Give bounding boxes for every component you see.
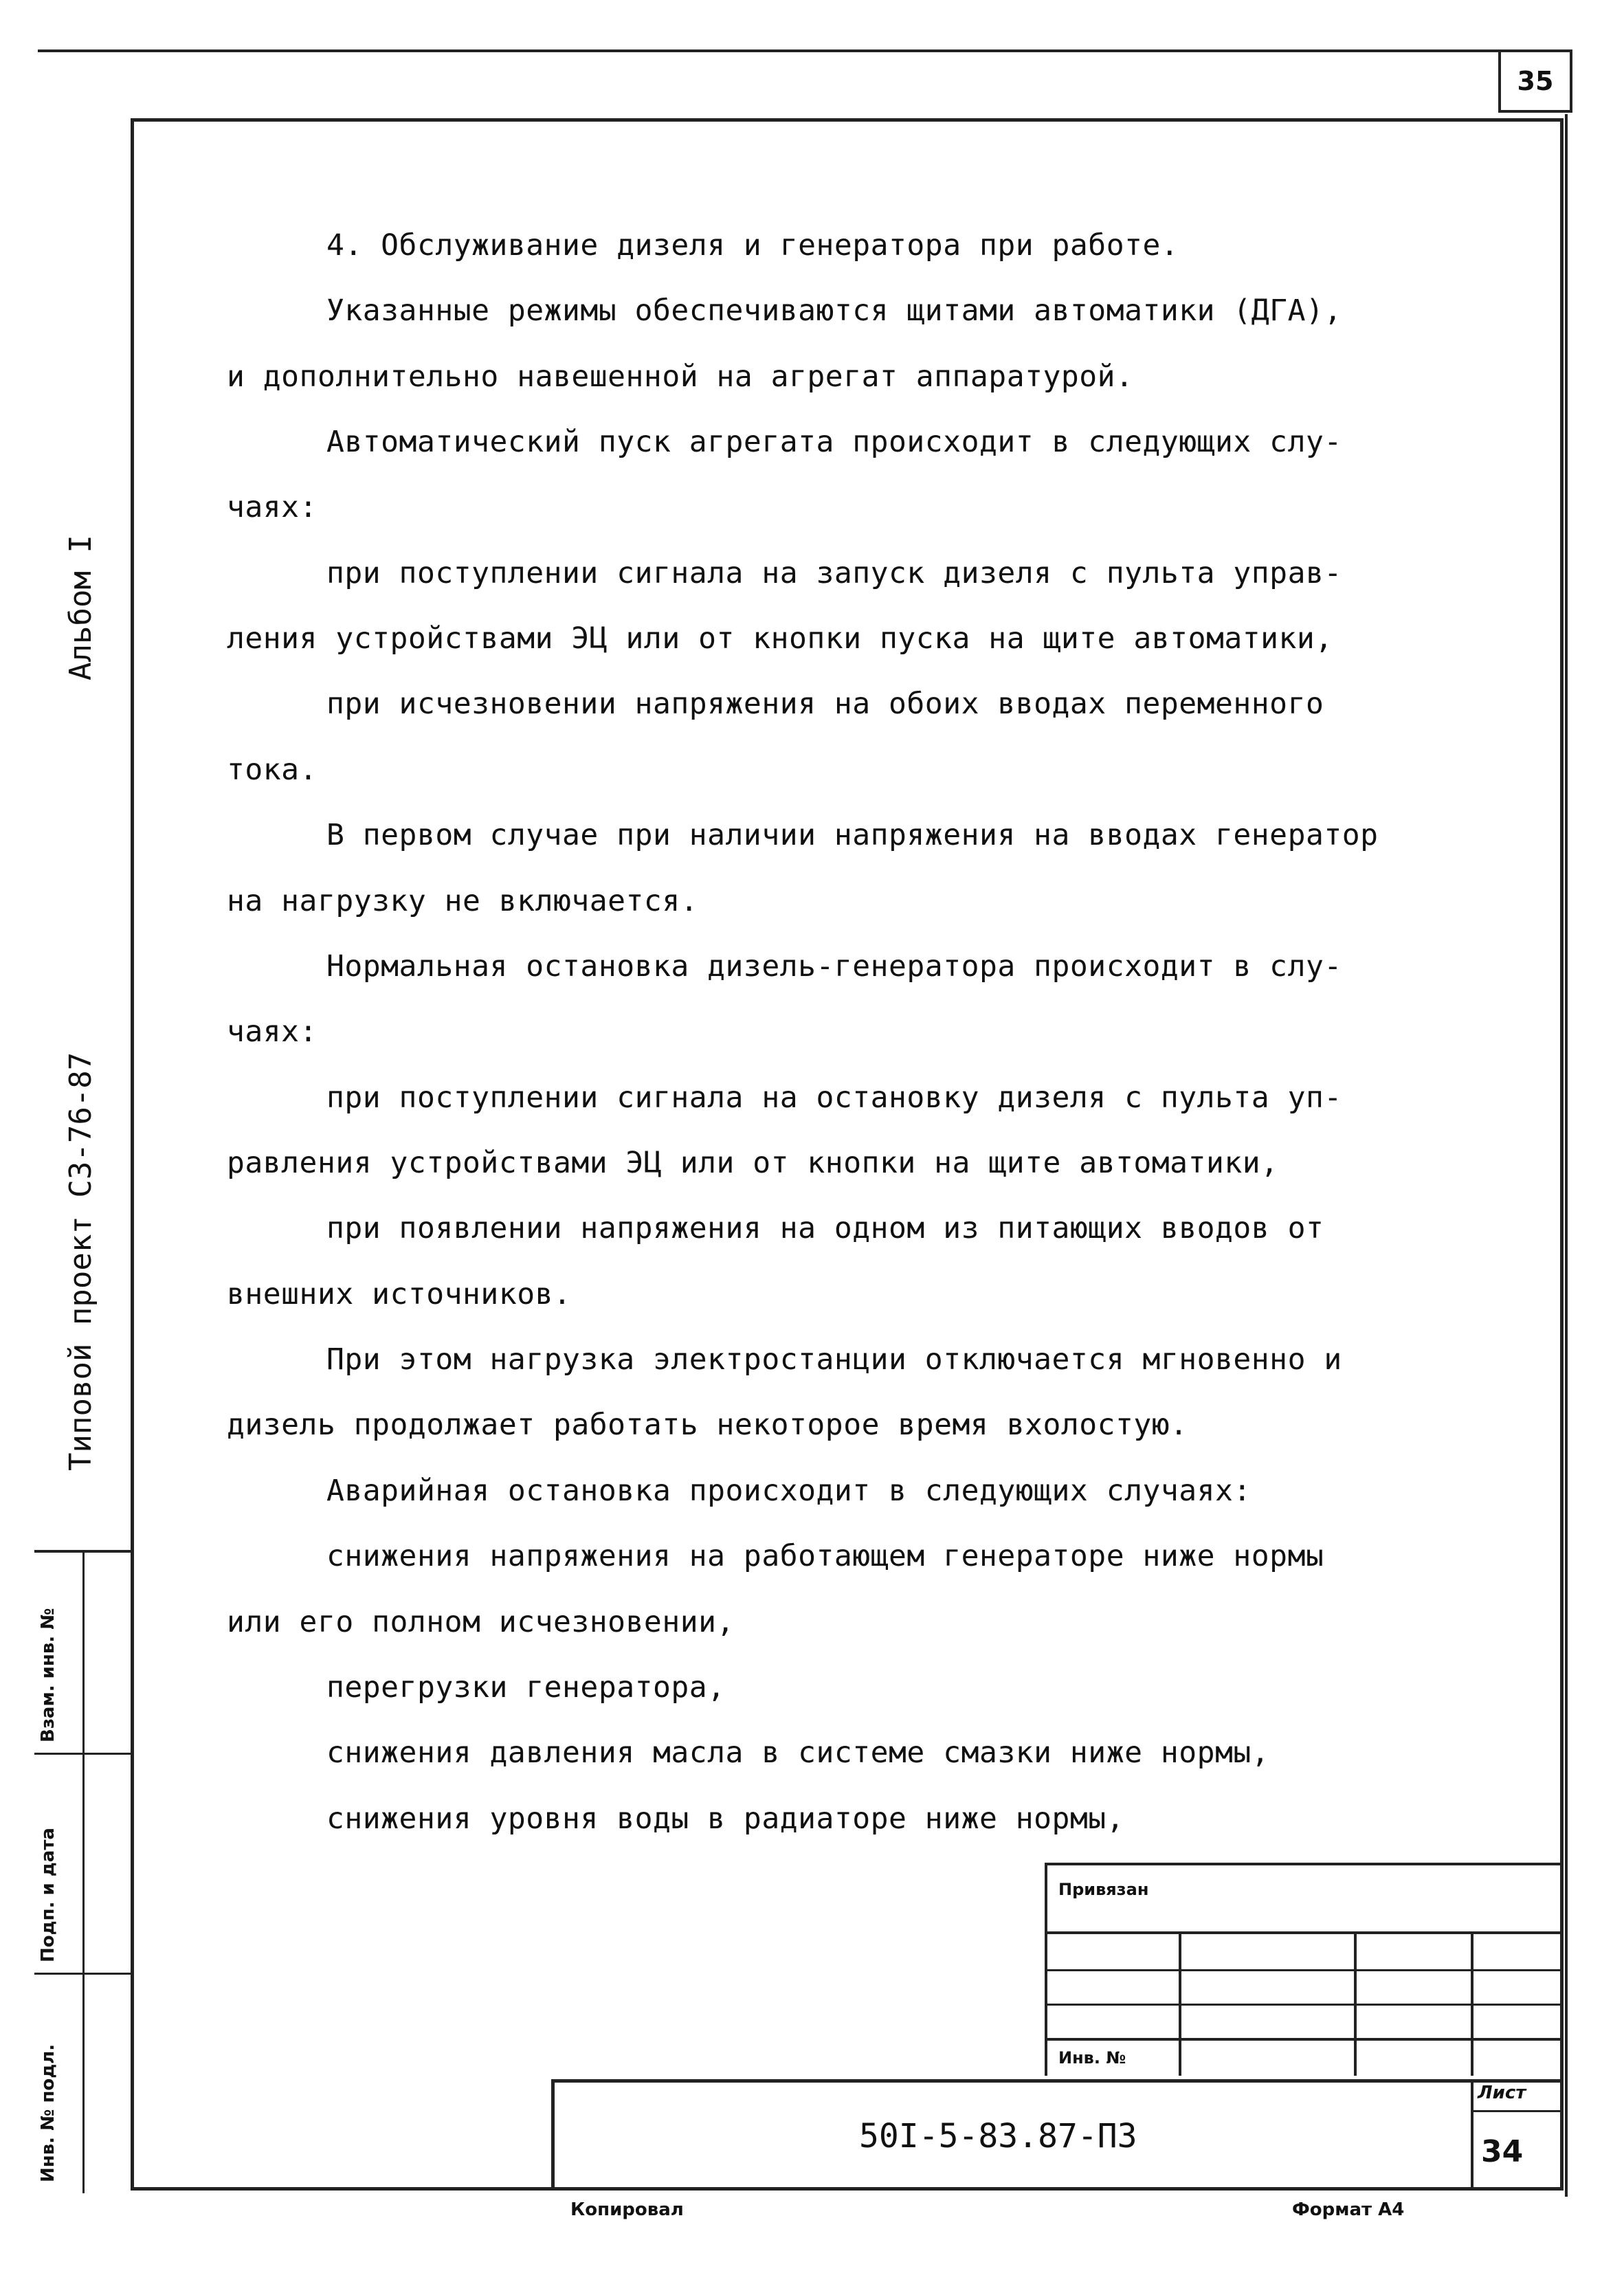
sheet-label: Лист xyxy=(1478,2083,1526,2103)
album-label: Альбом I xyxy=(63,535,98,680)
paragraph-line: Нормальная остановка дизель-генератора происходит в слу- xyxy=(326,949,1342,984)
paragraph-line: Автоматический пуск агрегата происходит в следующих слу- xyxy=(326,425,1342,459)
paragraph-line: при появлении напряжения на одном из питающих вводов от xyxy=(326,1211,1324,1245)
paragraph-line: равления устройствами ЭЦ или от кнопки на щите автоматики, xyxy=(227,1146,1279,1180)
paragraph-line: ления устройствами ЭЦ или от кнопки пуска на щите автоматики, xyxy=(227,621,1333,656)
paragraph-line: При этом нагрузка электростанции отключается мгновенно и xyxy=(326,1342,1342,1377)
paragraph-line: снижения давления масла в системе смазки ниже нормы, xyxy=(326,1736,1270,1770)
paragraph-line: В первом случае при наличии напряжения на вводах генератор xyxy=(326,818,1379,852)
side-field-inv-podl: Инв. № подл. xyxy=(38,2043,58,2182)
side-field-vzam-inv: Взам. инв. № xyxy=(38,1608,58,1742)
paragraph-line: тока. xyxy=(227,753,318,787)
paragraph-line: Указанные режимы обеспечиваются щитами автоматики (ДГА), xyxy=(326,293,1342,328)
format-label: Формат А4 xyxy=(1292,2199,1405,2220)
side-stamp-divider xyxy=(34,1973,131,1975)
section-heading: 4. Обслуживание дизеля и генератора при работе. xyxy=(326,228,1179,263)
paragraph-line: при исчезновении напряжения на обоих вводах переменного xyxy=(326,687,1324,721)
sheet-number: 34 xyxy=(1481,2134,1524,2169)
page-number: 35 xyxy=(1498,49,1572,113)
attachment-table xyxy=(1045,1863,1564,2076)
copied-label: Копировал xyxy=(570,2199,684,2220)
paragraph-line: чаях: xyxy=(227,1014,318,1049)
paragraph-line: или его полном исчезновении, xyxy=(227,1605,735,1639)
top-rule xyxy=(38,49,1526,52)
document-code: 50I-5-83.87-ПЗ xyxy=(859,2117,1137,2155)
paragraph-line: снижения напряжения на работающем генераторе ниже нормы xyxy=(326,1539,1324,1573)
inv-no-label: Инв. № xyxy=(1058,2048,1126,2067)
paragraph-line: перегрузки генератора, xyxy=(326,1670,726,1705)
side-stamp-divider xyxy=(34,1753,131,1755)
sheet-divider xyxy=(1471,2110,1564,2112)
paragraph-line: Аварийная остановка происходит в следующих случаях: xyxy=(326,1474,1252,1508)
paragraph-line: чаях: xyxy=(227,490,318,524)
side-field-podp-data: Подп. и дата xyxy=(38,1828,58,1962)
paragraph-line: и дополнительно навешенной на агрегат аппаратурой. xyxy=(227,359,1134,394)
attached-label: Привязан xyxy=(1058,1880,1149,1899)
paragraph-line: дизель продолжает работать некоторое время вхолостую. xyxy=(227,1408,1188,1442)
paragraph-line: при поступлении сигнала на запуск дизеля с пульта управ- xyxy=(326,556,1342,590)
paragraph-line: снижения уровня воды в радиаторе ниже нормы, xyxy=(326,1801,1125,1836)
paragraph-line: при поступлении сигнала на остановку дизеля с пульта уп- xyxy=(326,1080,1342,1115)
frame-right-edge xyxy=(1565,114,1568,2197)
paragraph-line: на нагрузку не включается. xyxy=(227,884,699,918)
project-label: Типовой проект СЗ-76-87 xyxy=(63,1052,98,1471)
paragraph-line: внешних источников. xyxy=(227,1277,572,1311)
